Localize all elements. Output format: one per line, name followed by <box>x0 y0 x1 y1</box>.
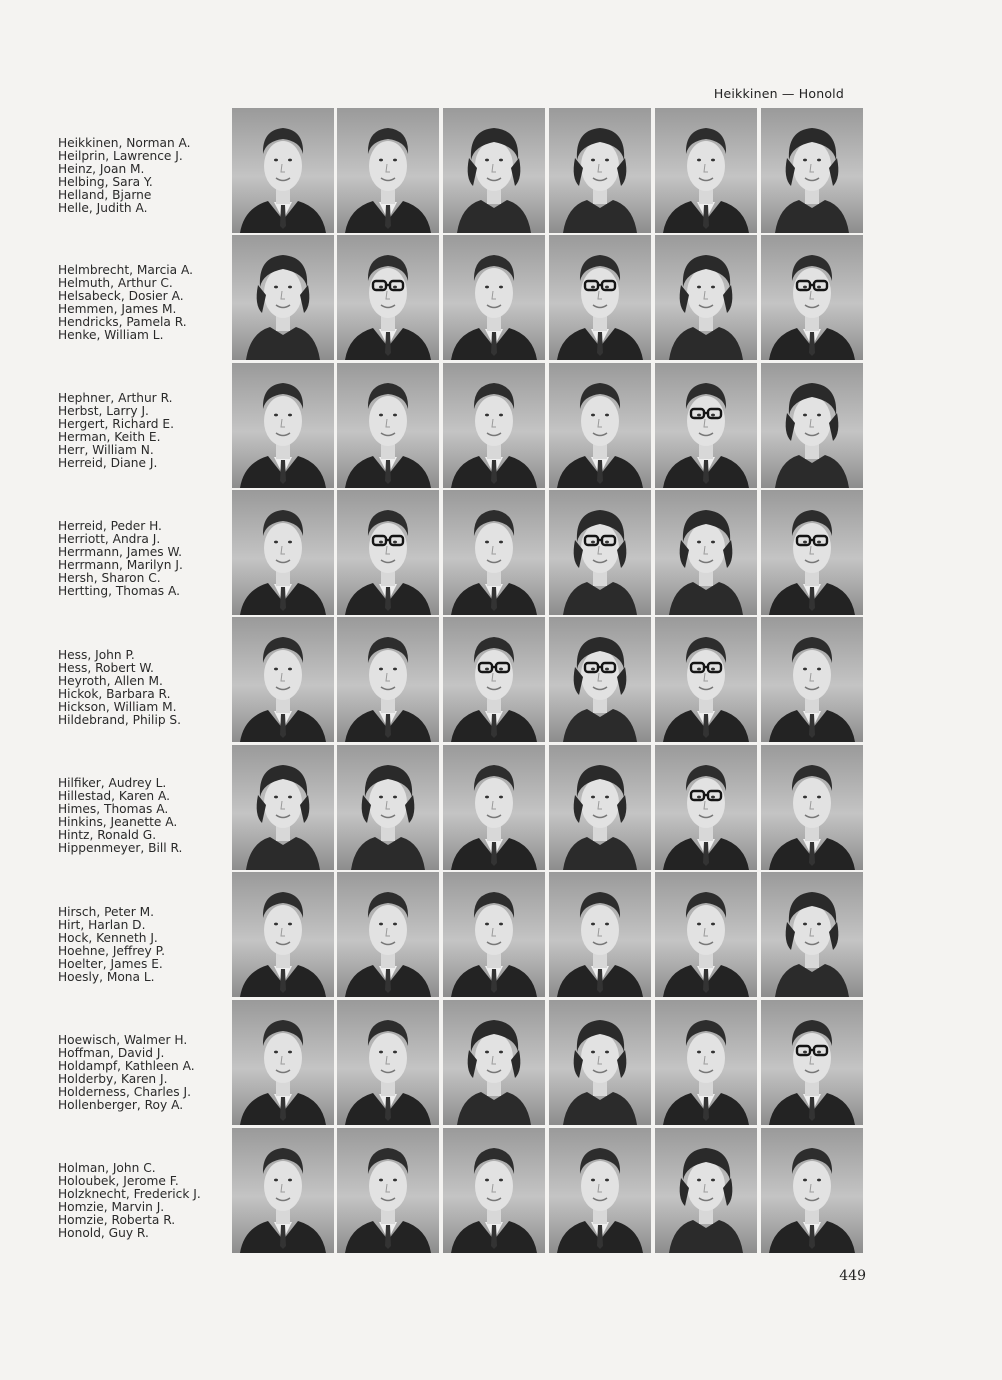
student-name: Hintz, Ronald G. <box>58 828 157 842</box>
student-portrait <box>337 1000 439 1125</box>
student-portrait <box>761 490 863 615</box>
student-portrait <box>655 235 757 360</box>
student-name: Hersh, Sharon C. <box>58 571 161 585</box>
page-number: 449 <box>839 1268 866 1284</box>
student-portrait <box>655 745 757 870</box>
portrait-grid <box>232 108 866 1260</box>
student-portrait <box>443 363 545 488</box>
student-name: Holzknecht, Frederick J. <box>58 1187 201 1201</box>
student-name: Herriott, Andra J. <box>58 532 161 546</box>
student-portrait <box>337 363 439 488</box>
student-name: Hilfiker, Audrey L. <box>58 776 167 790</box>
student-portrait <box>337 1128 439 1253</box>
student-name: Honold, Guy R. <box>58 1226 149 1240</box>
student-portrait <box>655 617 757 742</box>
student-portrait <box>761 108 863 233</box>
student-portrait <box>761 872 863 997</box>
student-name: Heilprin, Lawrence J. <box>58 149 183 163</box>
student-portrait <box>655 363 757 488</box>
student-portrait <box>443 1000 545 1125</box>
student-portrait <box>232 490 334 615</box>
student-portrait <box>549 108 651 233</box>
student-name: Hickson, William M. <box>58 700 177 714</box>
student-name: Hock, Kenneth J. <box>58 931 158 945</box>
student-name: Heyroth, Allen M. <box>58 674 163 688</box>
name-block <box>58 777 228 855</box>
student-name: Hollenberger, Roy A. <box>58 1098 184 1112</box>
student-portrait <box>337 235 439 360</box>
student-name: Hergert, Richard E. <box>58 417 174 431</box>
student-portrait <box>337 745 439 870</box>
student-name: Hess, John P. <box>58 648 135 662</box>
student-portrait <box>443 490 545 615</box>
student-name: Hinkins, Jeanette A. <box>58 815 178 829</box>
student-name: Hoesly, Mona L. <box>58 970 155 984</box>
student-name: Helmbrecht, Marcia A. <box>58 263 194 277</box>
student-name: Hephner, Arthur R. <box>58 391 173 405</box>
student-name: Hickok, Barbara R. <box>58 687 171 701</box>
student-portrait <box>549 363 651 488</box>
student-portrait <box>549 235 651 360</box>
student-name: Helsabeck, Dosier A. <box>58 289 184 303</box>
student-portrait <box>443 235 545 360</box>
student-portrait <box>655 490 757 615</box>
student-portrait <box>337 617 439 742</box>
student-portrait <box>337 490 439 615</box>
name-block <box>58 137 228 215</box>
student-portrait <box>761 235 863 360</box>
student-name: Hildebrand, Philip S. <box>58 713 182 727</box>
name-block <box>58 649 228 727</box>
student-name: Helmuth, Arthur C. <box>58 276 173 290</box>
student-name: Hoelter, James E. <box>58 957 163 971</box>
student-name: Himes, Thomas A. <box>58 802 169 816</box>
student-name: Herr, William N. <box>58 443 154 457</box>
student-portrait <box>443 617 545 742</box>
student-name: Herrmann, Marilyn J. <box>58 558 183 572</box>
student-name: Helbing, Sara Y. <box>58 175 153 189</box>
student-portrait <box>232 1128 334 1253</box>
student-portrait <box>761 745 863 870</box>
student-name: Hillestad, Karen A. <box>58 789 170 803</box>
student-name: Herreid, Diane J. <box>58 456 158 470</box>
student-name: Holman, John C. <box>58 1161 156 1175</box>
student-name: Holderby, Karen J. <box>58 1072 168 1086</box>
student-name: Hess, Robert W. <box>58 661 154 675</box>
student-portrait <box>337 872 439 997</box>
student-name: Herbst, Larry J. <box>58 404 149 418</box>
name-block <box>58 1162 228 1240</box>
student-portrait <box>761 363 863 488</box>
student-name: Herrmann, James W. <box>58 545 182 559</box>
student-name: Herreid, Peder H. <box>58 519 162 533</box>
student-portrait <box>232 108 334 233</box>
page-header: Heikkinen — Honold <box>713 86 844 101</box>
student-portrait <box>232 872 334 997</box>
student-portrait <box>232 235 334 360</box>
student-portrait <box>549 490 651 615</box>
student-name: Heikkinen, Norman A. <box>58 136 191 150</box>
student-name: Hemmen, James M. <box>58 302 177 316</box>
student-name: Hirsch, Peter M. <box>58 905 155 919</box>
student-portrait <box>549 745 651 870</box>
student-portrait <box>549 1000 651 1125</box>
student-name: Holdampf, Kathleen A. <box>58 1059 195 1073</box>
student-name: Holoubek, Jerome F. <box>58 1174 179 1188</box>
student-name: Helland, Bjarne <box>58 188 152 202</box>
student-portrait <box>443 872 545 997</box>
student-portrait <box>232 617 334 742</box>
student-portrait <box>761 1128 863 1253</box>
student-portrait <box>761 617 863 742</box>
student-portrait <box>443 108 545 233</box>
student-portrait <box>655 1128 757 1253</box>
student-name: Homzie, Marvin J. <box>58 1200 165 1214</box>
student-name: Hoehne, Jeffrey P. <box>58 944 165 958</box>
student-portrait <box>232 1000 334 1125</box>
student-name: Homzie, Roberta R. <box>58 1213 176 1227</box>
name-block <box>58 264 228 342</box>
student-portrait <box>443 745 545 870</box>
student-portrait <box>337 108 439 233</box>
student-portrait <box>549 872 651 997</box>
name-block <box>58 1034 228 1112</box>
student-name: Hoewisch, Walmer H. <box>58 1033 188 1047</box>
student-name: Hippenmeyer, Bill R. <box>58 841 183 855</box>
student-name: Heinz, Joan M. <box>58 162 145 176</box>
student-name: Hertting, Thomas A. <box>58 584 181 598</box>
student-portrait <box>655 108 757 233</box>
student-name: Helle, Judith A. <box>58 201 148 215</box>
student-portrait <box>443 1128 545 1253</box>
student-portrait <box>655 1000 757 1125</box>
student-portrait <box>549 617 651 742</box>
student-portrait <box>655 872 757 997</box>
name-block <box>58 392 228 470</box>
student-name: Hirt, Harlan D. <box>58 918 146 932</box>
student-name: Hoffman, David J. <box>58 1046 165 1060</box>
student-portrait <box>761 1000 863 1125</box>
student-name: Henke, William L. <box>58 328 164 342</box>
student-name: Holderness, Charles J. <box>58 1085 191 1099</box>
student-name: Herman, Keith E. <box>58 430 161 444</box>
student-portrait <box>549 1128 651 1253</box>
student-name: Hendricks, Pamela R. <box>58 315 187 329</box>
name-block <box>58 906 228 984</box>
name-block <box>58 520 228 598</box>
student-portrait <box>232 363 334 488</box>
student-portrait <box>232 745 334 870</box>
